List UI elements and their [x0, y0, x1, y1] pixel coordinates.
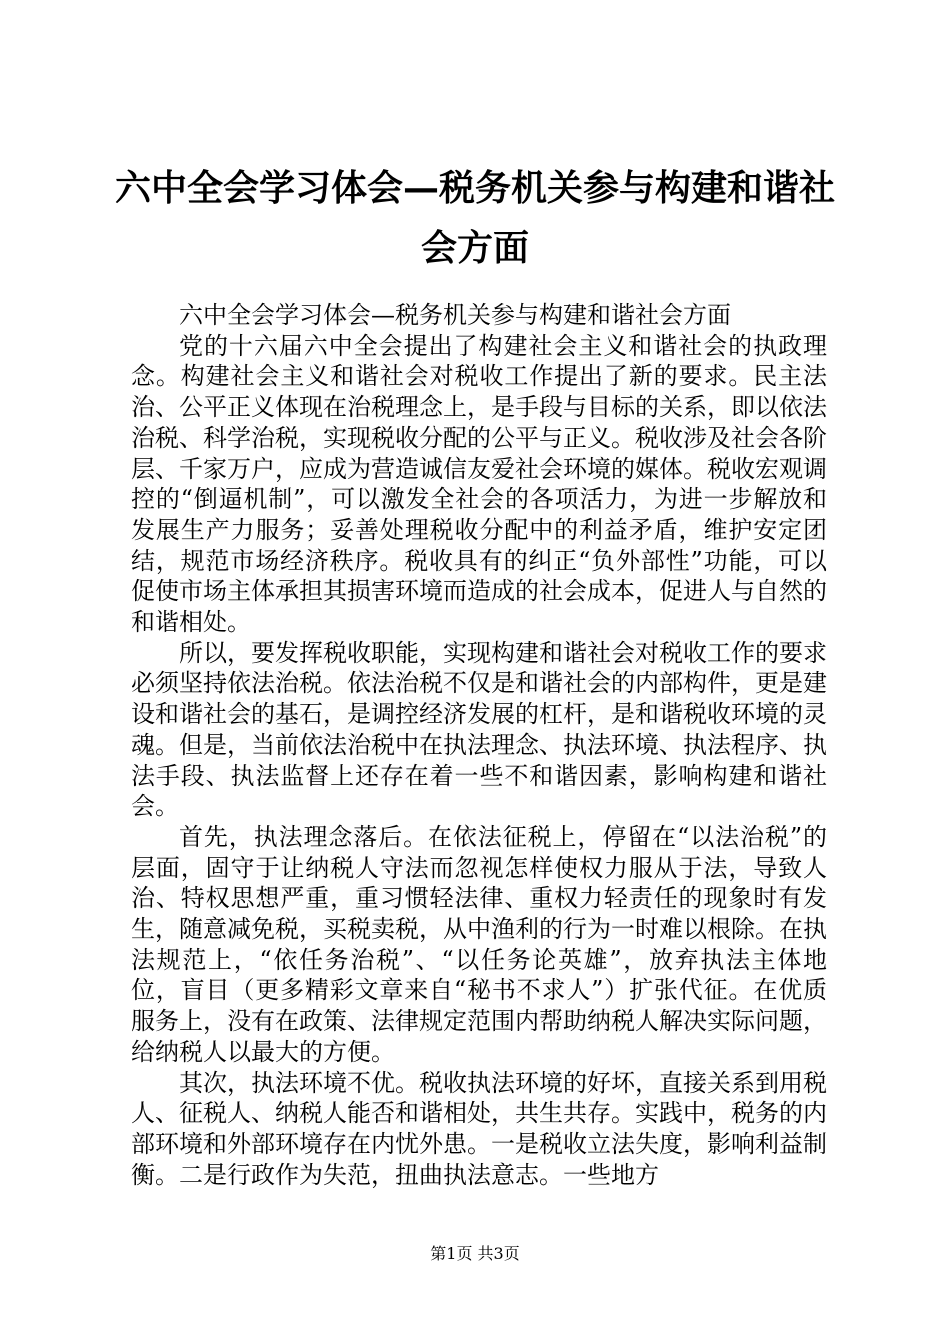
paragraph-subtitle: 六中全会学习体会—税务机关参与构建和谐社会方面 [179, 301, 731, 329]
document-title: 六中全会学习体会—税务机关参与构建和谐社会方面 [114, 167, 835, 269]
paragraph: 党的十六届六中全会提出了构建社会主义和谐社会的执政理念。构建社会主义和谐社会对税收工作提出了新的要求。民主法治、公平正义体现在治税理念上，是手段与目标的关系，即以依法治税、科学治税，实现税收分配的公平与正义。税收涉及社会各阶层、千家万户，应成为营造诚信友爱社会环境的媒体。税收宏观调控的“倒逼机制”，可以激发全社会的各项活力，为进一步解放和发展生产力服务；妥善处理税收分配中的利益矛盾，维护安定团结，规范市场经济秩序。税收具有的纠正“负外部性”功能，可以促使市场主体承担其损害环境而造成的社会成本，促进人与自然的和谐相处。 [131, 331, 827, 637]
paragraph: 其次，执法环境不优。税收执法环境的好坏，直接关系到用税人、征税人、纳税人能否和谐相处，共生共存。实践中，税务的内部环境和外部环境存在内忧外患。一是税收立法失度，影响利益制衡。二是行政作为失范，扭曲执法意志。一些地方 [131, 1068, 827, 1189]
paragraph: 首先，执法理念落后。在依法征税上，停留在“以法治税”的层面，固守于让纳税人守法而忽视怎样使权力服从于法，导致人治、特权思想严重，重习惯轻法律、重权力轻责任的现象时有发生，随意减免税，买税卖税，从中渔利的行为一时难以根除。在执法规范上，“依任务治税”、“以任务论英雄”，放弃执法主体地位，盲目（更多精彩文章来自“秘书不求人”）扩张代征。在优质服务上，没有在政策、法律规定范围内帮助纳税人解决实际问题，给纳税人以最大的方便。 [131, 822, 827, 1066]
paragraph: 所以，要发挥税收职能，实现构建和谐社会对税收工作的要求必须坚持依法治税。依法治税不仅是和谐社会的内部构件，更是建设和谐社会的基石，是调控经济发展的杠杆，是和谐税收环境的灵魂。但是，当前依法治税中在执法理念、执法环境、执法程序、执法手段、执法监督上还存在着一些不和谐因素，影响构建和谐社会。 [131, 638, 827, 821]
page-footer: 第1页 共3页 [430, 1244, 520, 1263]
document-body [131, 300, 827, 1190]
